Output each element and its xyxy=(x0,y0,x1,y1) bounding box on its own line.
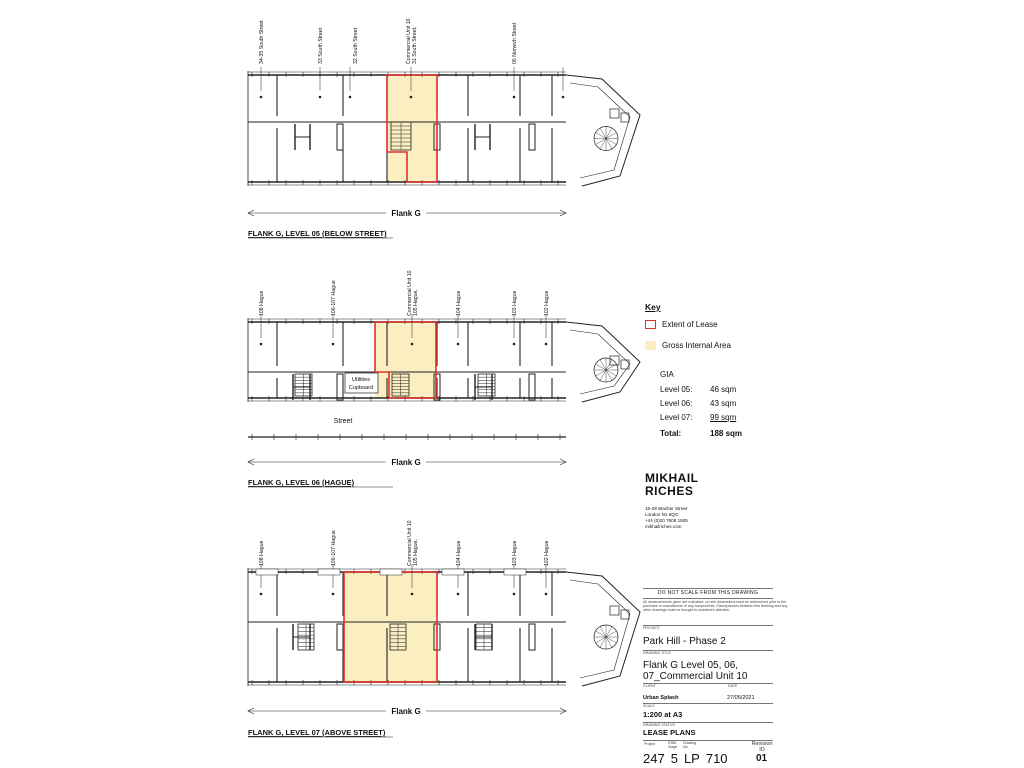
unit-label: 32 South Street xyxy=(353,27,359,64)
unit-marker xyxy=(457,343,460,346)
unit-label: 108 Hague xyxy=(259,290,265,316)
lift xyxy=(621,360,629,369)
plan-title: FLANK G, LEVEL 05 (BELOW STREET) xyxy=(248,229,387,238)
key-item-label: Gross Internal Area xyxy=(662,341,731,350)
plan-level-06 xyxy=(248,270,640,487)
gross-internal-area xyxy=(387,75,437,182)
unit-label: Commercial Unit 10 xyxy=(407,270,413,316)
key-item-label: Extent of Lease xyxy=(662,320,718,329)
drawing-title-line: Flank G Level 05, 06, xyxy=(643,660,739,671)
company-name-line2: RICHES xyxy=(645,484,694,498)
unit-label: 33 South Street xyxy=(318,27,324,64)
gross-internal-area xyxy=(344,572,437,682)
unit-label: 06 Norwich Street xyxy=(512,22,518,64)
unit-label: 34-35 South Street xyxy=(259,20,265,64)
gia-row xyxy=(660,399,770,408)
service-riser xyxy=(529,374,535,400)
scale-caption: SCALE xyxy=(643,704,655,708)
drawing-title xyxy=(643,660,773,682)
revision-id: 01 xyxy=(756,753,768,764)
company-phone: +44 (0)20 7608 1505 xyxy=(645,518,688,523)
riba-stage: 5 xyxy=(670,751,678,766)
gia-row-label: Level 05: xyxy=(660,385,693,394)
company-name-line1: MIKHAIL xyxy=(645,471,699,485)
unit-label: 106-107 Hague xyxy=(331,530,337,566)
project-number-caption: Project xyxy=(644,742,656,746)
unit-label: 104 Hague xyxy=(456,540,462,566)
unit-marker xyxy=(319,96,322,99)
unit-label: 108 Hague xyxy=(259,540,265,566)
unit-marker xyxy=(260,96,263,99)
unit-label: 31 South Street, xyxy=(412,26,418,64)
dimension-line xyxy=(248,207,566,219)
access-core xyxy=(566,572,640,686)
gia-row-value: 99 sqm xyxy=(710,413,737,422)
unit-marker xyxy=(332,343,335,346)
unit-label: 103 Hague xyxy=(512,290,518,316)
unit-label: 105 Hague, xyxy=(413,289,419,316)
unit-label: Commercial Unit 10 xyxy=(407,520,413,566)
gia-fill-swatch xyxy=(645,341,656,350)
drawing-status: LEASE PLANS xyxy=(643,728,696,737)
key-title: Key xyxy=(645,302,661,312)
lift xyxy=(610,109,619,118)
service-riser xyxy=(337,374,343,400)
lift xyxy=(621,610,629,619)
unit-marker xyxy=(260,343,263,346)
gia-row-label: Level 06: xyxy=(660,399,693,408)
gia-row xyxy=(660,413,770,422)
gia-row-label: Level 07: xyxy=(660,413,693,422)
project-caption: PROJECT xyxy=(643,626,660,630)
plan-title: FLANK G, LEVEL 07 (ABOVE STREET) xyxy=(248,728,386,737)
plan-level-05 xyxy=(248,18,640,238)
gia-total-label: Total: xyxy=(660,429,682,438)
unit-marker xyxy=(562,96,565,99)
unit-label: 104 Hague xyxy=(456,290,462,316)
dimension-line xyxy=(248,705,566,717)
window-opening xyxy=(380,569,402,575)
drawing-title-caption: DRAWING TITLE xyxy=(643,651,671,655)
utilities-label: Utilities xyxy=(351,377,371,383)
unit-marker xyxy=(457,593,460,596)
lift xyxy=(610,606,619,615)
key-item-gross-internal-area xyxy=(645,341,731,350)
window-opening xyxy=(504,569,526,575)
key-item-extent-of-lease xyxy=(645,320,718,329)
lease-outline-swatch xyxy=(645,320,656,329)
window-opening xyxy=(442,569,464,575)
window-opening xyxy=(256,569,278,575)
unit-marker xyxy=(411,343,414,346)
project-name: Park Hill - Phase 2 xyxy=(643,636,726,647)
unit-label: Commercial Unit 10 xyxy=(406,18,412,64)
unit-marker xyxy=(513,343,516,346)
unit-marker xyxy=(545,343,548,346)
dimension-line xyxy=(248,456,566,468)
service-riser xyxy=(337,624,343,650)
window-opening xyxy=(318,569,340,575)
unit-marker xyxy=(410,96,413,99)
unit-label: 102 Hague xyxy=(544,540,550,566)
address-line: London N1 8QG xyxy=(645,512,679,517)
gia-row xyxy=(660,385,770,394)
lift xyxy=(621,113,629,122)
gia-total-value: 188 sqm xyxy=(710,429,743,438)
revision-caption: Revision ID xyxy=(751,741,773,753)
plan-title: FLANK G, LEVEL 06 (HAGUE) xyxy=(248,478,355,487)
unit-label: 105 Hague, xyxy=(413,539,419,566)
unit-marker xyxy=(513,96,516,99)
project-number: 247 xyxy=(643,751,665,766)
unit-marker xyxy=(513,593,516,596)
service-riser xyxy=(529,624,535,650)
access-core-inner xyxy=(570,580,630,678)
unit-label: 102 Hague xyxy=(544,290,550,316)
address-line: 15-29 Wacher Street xyxy=(645,506,688,511)
unit-marker xyxy=(260,593,263,596)
plan-level-07 xyxy=(248,520,640,737)
status-caption: DRAWING STATUS xyxy=(643,723,675,727)
street-label: Street xyxy=(333,418,353,425)
drawing-scale: 1:200 at A3 xyxy=(643,710,683,719)
company-address xyxy=(645,506,785,530)
unit-marker xyxy=(411,593,414,596)
disclaimer: All measurements given are indicative, on site dimensions must be determined prior to the purchase or manufacture of any components. Discrepancies between this drawing and any other drawings must be brought to architect's attention. xyxy=(643,600,788,613)
utilities-label: Cupboard xyxy=(348,385,374,391)
gia-total-row xyxy=(660,429,770,438)
no-scale-warning: DO NOT SCALE FROM THIS DRAWING xyxy=(657,590,759,596)
service-riser xyxy=(529,124,535,150)
drawing-date: 27/05/2021 xyxy=(727,695,755,701)
riba-stage-caption: RIBA Stage xyxy=(668,741,678,749)
dimension-label: Flank G xyxy=(391,707,421,716)
date-caption: DATE xyxy=(728,684,738,688)
unit-label: 103 Hague xyxy=(512,540,518,566)
unit-marker xyxy=(349,96,352,99)
client-name: Urban Splash xyxy=(643,695,679,701)
drawing-number-caption: Drawing No. xyxy=(683,741,697,749)
company-logo xyxy=(645,472,785,498)
service-riser xyxy=(337,124,343,150)
client-caption: CLIENT xyxy=(643,684,656,688)
dimension-label: Flank G xyxy=(391,458,421,467)
unit-label: 106-107 Hague xyxy=(331,280,337,316)
gia-title: GIA xyxy=(660,370,674,379)
company-website: mikhailriches.com xyxy=(645,524,682,529)
drawing-title-line: 07_Commercial Unit 10 xyxy=(643,671,748,682)
drawing-number: 710 xyxy=(705,751,728,766)
unit-marker xyxy=(332,593,335,596)
drawing-reference xyxy=(643,751,773,766)
drawing-type: LP xyxy=(683,751,700,766)
gia-row-value: 43 sqm xyxy=(710,399,737,408)
gia-row-value: 46 sqm xyxy=(710,385,737,394)
dimension-label: Flank G xyxy=(391,209,421,218)
unit-marker xyxy=(545,593,548,596)
